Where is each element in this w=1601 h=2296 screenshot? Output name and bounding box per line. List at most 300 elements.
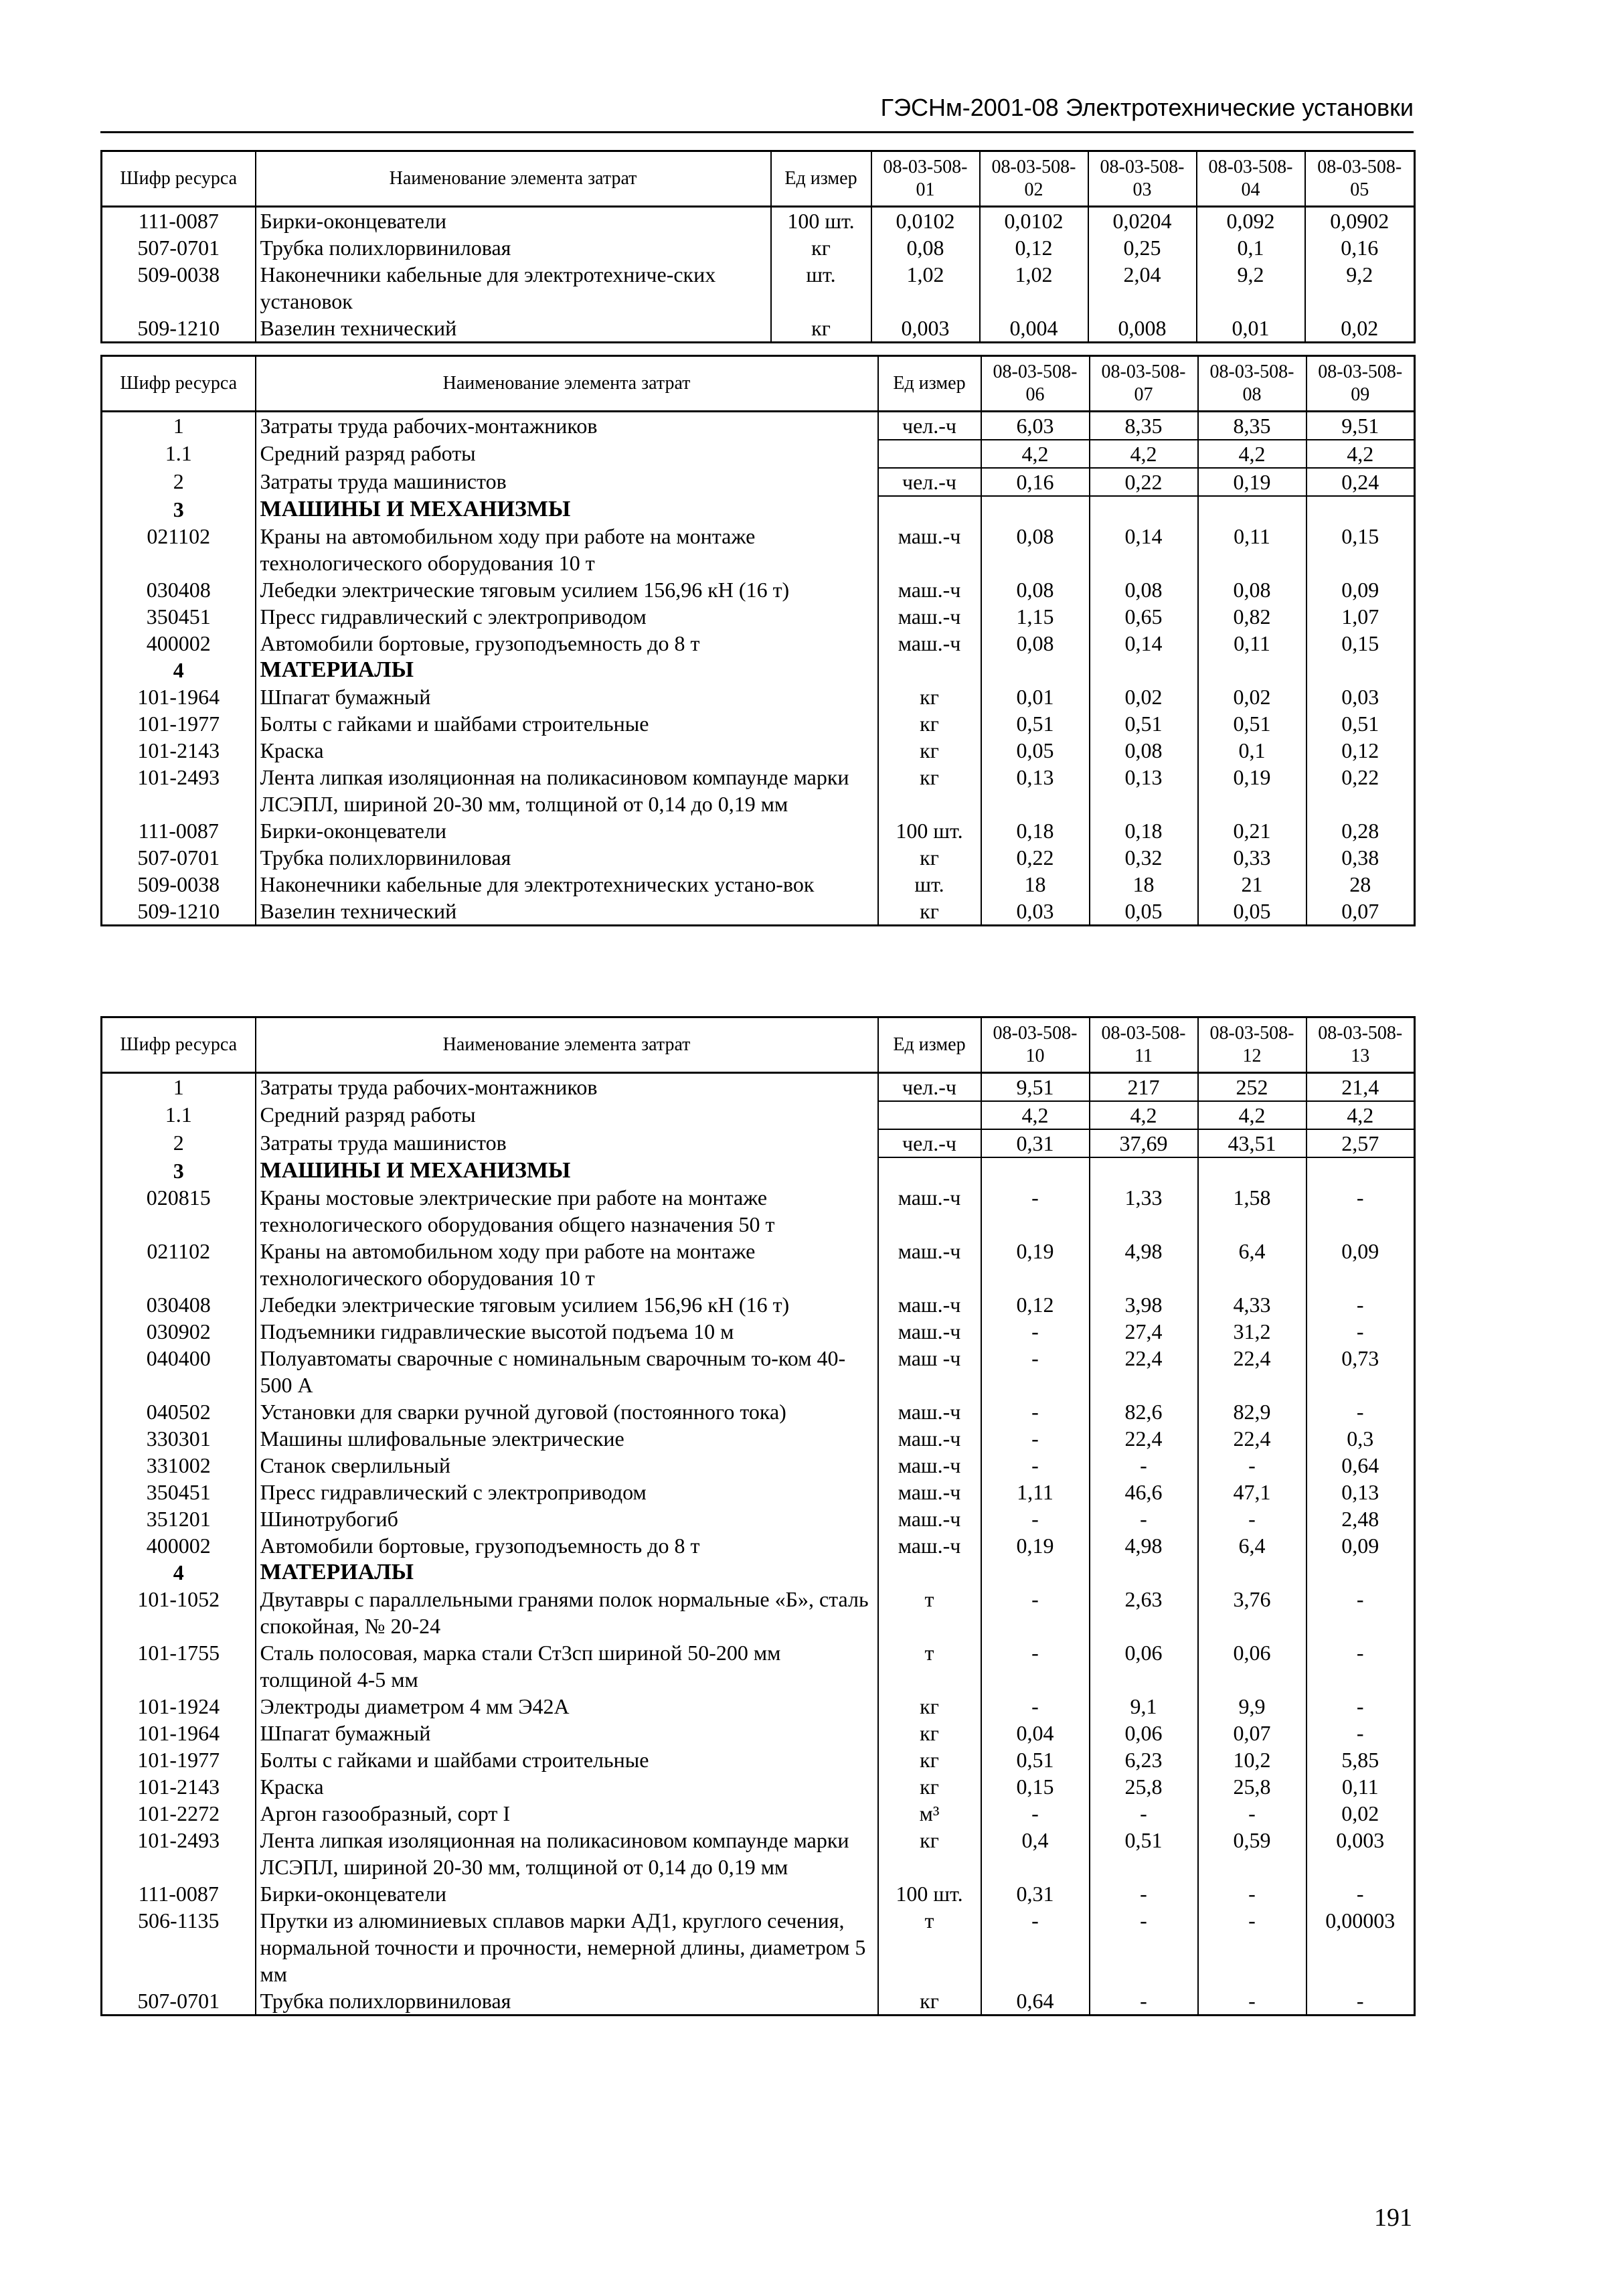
cell-value: 0,31 (981, 1880, 1090, 1907)
cell-value: 0,008 (1088, 315, 1197, 343)
table-row (102, 657, 1415, 683)
cell-resource-code: 506-1135 (102, 1907, 256, 1987)
cell-value: - (1198, 1800, 1307, 1827)
cell-resource-code: 101-2143 (102, 1773, 256, 1800)
cell-unit: чел.-ч (878, 468, 981, 496)
resource-table-2 (100, 355, 1416, 926)
cell-value: 25,8 (1198, 1773, 1307, 1800)
cell-unit: кг (878, 1987, 981, 2016)
cell-resource-code: 507-0701 (102, 234, 256, 261)
cell-value: - (1198, 1452, 1307, 1479)
cell-value: 0,51 (1307, 710, 1415, 737)
header-rule (100, 131, 1414, 133)
cell-cost-element-name: Наконечники кабельные для электротехнических устано-вок (256, 871, 878, 898)
cell-value: 0,19 (1198, 764, 1307, 817)
cell-value: 1,15 (981, 603, 1090, 630)
cell-unit: 100 шт. (878, 1880, 981, 1907)
cell-value: 0,22 (981, 844, 1090, 871)
cell-resource-code: 1 (102, 412, 256, 440)
cell-value: - (1198, 1880, 1307, 1907)
cell-resource-code: 101-1052 (102, 1586, 256, 1639)
cell-cost-element-name: Трубка полихлорвиниловая (256, 1987, 878, 2016)
cell-cost-element-name: Подъемники гидравлические высотой подъема 10 м (256, 1318, 878, 1345)
cell-value: - (981, 1452, 1090, 1479)
cell-value: 28 (1307, 871, 1415, 898)
cell-unit: маш.-ч (878, 1318, 981, 1345)
cell-value: 0,13 (1307, 1479, 1415, 1505)
cell-cost-element-name: Пресс гидравлический с электроприводом (256, 603, 878, 630)
cell-value: - (981, 1800, 1090, 1827)
column-header-norm-code: 08-03-508-02 (980, 151, 1088, 207)
cell-value: 0,1 (1197, 234, 1305, 261)
cell-resource-code: 101-1924 (102, 1693, 256, 1720)
cell-value: 0,003 (1307, 1827, 1415, 1880)
cell-cost-element-name: Шинотрубогиб (256, 1505, 878, 1532)
column-header-cost-element-name: Наименование элемента затрат (256, 151, 771, 207)
table-row (102, 1639, 1415, 1693)
cell-value: 9,51 (981, 1073, 1090, 1102)
cell-value (1090, 1157, 1198, 1184)
cell-resource-code: 040400 (102, 1345, 256, 1398)
cell-value: 0,21 (1198, 817, 1307, 844)
cell-value: 43,51 (1198, 1129, 1307, 1157)
cell-value: 18 (981, 871, 1090, 898)
cell-value: - (981, 1398, 1090, 1425)
table-row (102, 496, 1415, 523)
cell-value: 82,6 (1090, 1398, 1198, 1425)
column-header-norm-code: 08-03-508-10 (981, 1017, 1090, 1073)
table-row (102, 1907, 1415, 1987)
cell-value: - (1307, 1291, 1415, 1318)
cell-value (1090, 657, 1198, 683)
cell-resource-code: 330301 (102, 1425, 256, 1452)
cell-value: 4,2 (1198, 1101, 1307, 1129)
cell-value: 22,4 (1090, 1345, 1198, 1398)
cell-resource-code: 2 (102, 1129, 256, 1157)
cell-value: 21,4 (1307, 1073, 1415, 1102)
cell-value: 0,02 (1198, 683, 1307, 710)
cell-cost-element-name: Шпагат бумажный (256, 683, 878, 710)
cell-resource-code: 331002 (102, 1452, 256, 1479)
column-header-norm-code: 08-03-508-04 (1197, 151, 1305, 207)
cell-value: 0,14 (1090, 523, 1198, 576)
cell-value (981, 496, 1090, 523)
cell-unit: кг (878, 737, 981, 764)
table-row (102, 898, 1415, 926)
table-row (102, 683, 1415, 710)
cell-value: 0,38 (1307, 844, 1415, 871)
cell-unit (878, 496, 981, 523)
cell-cost-element-name: Бирки-оконцеватели (256, 817, 878, 844)
cell-value: 0,05 (981, 737, 1090, 764)
table-row (102, 523, 1415, 576)
table-row (102, 1291, 1415, 1318)
cell-value: 9,9 (1198, 1693, 1307, 1720)
cell-value: - (1090, 1800, 1198, 1827)
cell-value: 0,03 (1307, 683, 1415, 710)
table-row (102, 1345, 1415, 1398)
cell-value: 82,9 (1198, 1398, 1307, 1425)
cell-cost-element-name: Машины шлифовальные электрические (256, 1425, 878, 1452)
table-row (102, 234, 1415, 261)
column-header-unit: Ед измер (878, 1017, 981, 1073)
cell-value: 22,4 (1198, 1425, 1307, 1452)
cell-value (981, 657, 1090, 683)
cell-resource-code: 101-1964 (102, 1720, 256, 1746)
page-number: 191 (1374, 2204, 1412, 2232)
cell-value: 0,18 (1090, 817, 1198, 844)
table-row (102, 412, 1415, 440)
table-row (102, 1693, 1415, 1720)
cell-unit: маш.-ч (878, 1184, 981, 1238)
cell-value: - (1090, 1880, 1198, 1907)
cell-resource-code: 400002 (102, 1532, 256, 1559)
table-header-row (102, 1017, 1415, 1073)
column-header-norm-code: 08-03-508-07 (1090, 356, 1198, 412)
cell-value: 0,11 (1198, 523, 1307, 576)
cell-value: 22,4 (1090, 1425, 1198, 1452)
cell-value: 2,57 (1307, 1129, 1415, 1157)
cell-value: 0,08 (981, 630, 1090, 657)
cell-cost-element-name: Вазелин технический (256, 898, 878, 926)
cell-unit (878, 657, 981, 683)
cell-unit: маш.-ч (878, 1425, 981, 1452)
cell-value: 31,2 (1198, 1318, 1307, 1345)
cell-value: 4,2 (1307, 1101, 1415, 1129)
cell-value: 1,11 (981, 1479, 1090, 1505)
cell-value (1090, 496, 1198, 523)
cell-value: 1,58 (1198, 1184, 1307, 1238)
cell-value: 0,19 (981, 1532, 1090, 1559)
cell-value: 0,08 (1090, 576, 1198, 603)
cell-unit: чел.-ч (878, 412, 981, 440)
cell-unit: шт. (771, 261, 871, 315)
cell-cost-element-name: МАШИНЫ И МЕХАНИЗМЫ (256, 496, 878, 523)
cell-value: - (981, 1907, 1090, 1987)
cell-value: - (1307, 1693, 1415, 1720)
cell-cost-element-name: Бирки-оконцеватели (256, 1880, 878, 1907)
cell-value: 0,59 (1198, 1827, 1307, 1880)
cell-value: 9,2 (1197, 261, 1305, 315)
cell-value: 0,06 (1090, 1720, 1198, 1746)
cell-value: 0,08 (871, 234, 980, 261)
cell-cost-element-name: Лебедки электрические тяговым усилием 156,96 кН (16 т) (256, 576, 878, 603)
table-row (102, 1398, 1415, 1425)
cell-resource-code: 111-0087 (102, 1880, 256, 1907)
cell-value: 0,09 (1307, 576, 1415, 603)
cell-cost-element-name: Болты с гайками и шайбами строительные (256, 710, 878, 737)
cell-resource-code: 1.1 (102, 1101, 256, 1129)
cell-resource-code: 4 (102, 657, 256, 683)
table-row (102, 1238, 1415, 1291)
cell-unit: кг (771, 315, 871, 343)
cell-value: 0,64 (981, 1987, 1090, 2016)
cell-resource-code: 040502 (102, 1398, 256, 1425)
column-header-norm-code: 08-03-508-05 (1305, 151, 1415, 207)
cell-value: 9,51 (1307, 412, 1415, 440)
cell-value: 0,15 (981, 1773, 1090, 1800)
table-row (102, 1586, 1415, 1639)
cell-value: 0,51 (1198, 710, 1307, 737)
cell-value: 2,04 (1088, 261, 1197, 315)
table-row (102, 1129, 1415, 1157)
table-row (102, 207, 1415, 235)
cell-value: 9,2 (1305, 261, 1415, 315)
cell-value: 6,03 (981, 412, 1090, 440)
cell-value: 22,4 (1198, 1345, 1307, 1398)
cell-value: - (1307, 1318, 1415, 1345)
table-row (102, 1746, 1415, 1773)
table-row (102, 1157, 1415, 1184)
cell-value: 0,4 (981, 1827, 1090, 1880)
table-row (102, 737, 1415, 764)
cell-value: - (1307, 1720, 1415, 1746)
cell-cost-element-name: Лебедки электрические тяговым усилием 156,96 кН (16 т) (256, 1291, 878, 1318)
cell-value: 46,6 (1090, 1479, 1198, 1505)
cell-value: 37,69 (1090, 1129, 1198, 1157)
cell-value: 0,04 (981, 1720, 1090, 1746)
cell-value: - (1307, 1987, 1415, 2016)
cell-unit: маш.-ч (878, 1238, 981, 1291)
cell-value: 0,51 (1090, 1827, 1198, 1880)
cell-value: 0,0204 (1088, 207, 1197, 235)
table-row (102, 871, 1415, 898)
table-row (102, 710, 1415, 737)
table-row (102, 1318, 1415, 1345)
cell-value: 0,22 (1090, 468, 1198, 496)
cell-value: 0,08 (1198, 576, 1307, 603)
table-row (102, 764, 1415, 817)
cell-value: - (1198, 1505, 1307, 1532)
table-row (102, 1987, 1415, 2016)
cell-unit: 100 шт. (878, 817, 981, 844)
cell-value: 0,0102 (871, 207, 980, 235)
cell-resource-code: 509-0038 (102, 871, 256, 898)
cell-unit: маш -ч (878, 1345, 981, 1398)
cell-value: 0,28 (1307, 817, 1415, 844)
cell-cost-element-name: Краны на автомобильном ходу при работе на монтаже технологического оборудования 10 т (256, 523, 878, 576)
cell-value: - (1307, 1880, 1415, 1907)
cell-unit (878, 1101, 981, 1129)
cell-value: 4,2 (981, 440, 1090, 468)
cell-resource-code: 2 (102, 468, 256, 496)
cell-unit: кг (771, 234, 871, 261)
cell-cost-element-name: МАШИНЫ И МЕХАНИЗМЫ (256, 1157, 878, 1184)
cell-cost-element-name: Лента липкая изоляционная на поликасиновом компаунде марки ЛСЭПЛ, шириной 20-30 мм, толщиной от 0,14 до 0,19 мм (256, 1827, 878, 1880)
cell-value: 0,07 (1198, 1720, 1307, 1746)
table-row (102, 576, 1415, 603)
cell-cost-element-name: Затраты труда рабочих-монтажников (256, 412, 878, 440)
cell-value: 1,33 (1090, 1184, 1198, 1238)
cell-value: 0,03 (981, 898, 1090, 926)
cell-value: 0,0902 (1305, 207, 1415, 235)
cell-value (1307, 1157, 1415, 1184)
cell-unit: кг (878, 764, 981, 817)
cell-resource-code: 021102 (102, 1238, 256, 1291)
cell-resource-code: 507-0701 (102, 1987, 256, 2016)
cell-unit: кг (878, 898, 981, 926)
cell-value: 0,05 (1090, 898, 1198, 926)
cell-value: 0,33 (1198, 844, 1307, 871)
cell-unit (878, 1559, 981, 1586)
cell-cost-element-name: Лента липкая изоляционная на поликасиновом компаунде марки ЛСЭПЛ, шириной 20-30 мм, толщиной от 0,14 до 0,19 мм (256, 764, 878, 817)
cell-resource-code: 509-0038 (102, 261, 256, 315)
cell-cost-element-name: Вазелин технический (256, 315, 771, 343)
table-row (102, 1425, 1415, 1452)
table-header-row (102, 356, 1415, 412)
cell-value: 4,98 (1090, 1532, 1198, 1559)
cell-value: 0,19 (981, 1238, 1090, 1291)
cell-value: 0,004 (980, 315, 1088, 343)
cell-resource-code: 101-1964 (102, 683, 256, 710)
cell-unit: маш.-ч (878, 1505, 981, 1532)
cell-value: 0,08 (981, 576, 1090, 603)
cell-unit: маш.-ч (878, 1479, 981, 1505)
cell-value: 252 (1198, 1073, 1307, 1102)
cell-unit: маш.-ч (878, 576, 981, 603)
cell-value: 2,63 (1090, 1586, 1198, 1639)
cell-value: 0,08 (1090, 737, 1198, 764)
cell-value: 0,02 (1305, 315, 1415, 343)
table-row (102, 1880, 1415, 1907)
cell-unit: м³ (878, 1800, 981, 1827)
cell-cost-element-name: Затраты труда рабочих-монтажников (256, 1073, 878, 1102)
cell-value: 8,35 (1090, 412, 1198, 440)
cell-resource-code: 4 (102, 1559, 256, 1586)
cell-value: - (1198, 1987, 1307, 2016)
cell-value: 0,11 (1307, 1773, 1415, 1800)
resource-table-3 (100, 1016, 1416, 2016)
table-row (102, 1184, 1415, 1238)
table-row (102, 261, 1415, 315)
cell-cost-element-name: Краны мостовые электрические при работе на монтаже технологического оборудования общего назначения 50 т (256, 1184, 878, 1238)
cell-value: 0,01 (981, 683, 1090, 710)
cell-unit: кг (878, 844, 981, 871)
cell-cost-element-name: Станок сверлильный (256, 1452, 878, 1479)
cell-cost-element-name: Шпагат бумажный (256, 1720, 878, 1746)
cell-value: 4,2 (1090, 1101, 1198, 1129)
cell-unit: шт. (878, 871, 981, 898)
column-header-resource-code: Шифр ресурса (102, 1017, 256, 1073)
cell-value: - (981, 1425, 1090, 1452)
cell-value: 4,33 (1198, 1291, 1307, 1318)
cell-value: 0,13 (1090, 764, 1198, 817)
cell-unit (878, 1157, 981, 1184)
cell-cost-element-name: Бирки-оконцеватели (256, 207, 771, 235)
cell-value: 0,51 (981, 1746, 1090, 1773)
cell-value: 1,07 (1307, 603, 1415, 630)
table-row (102, 1101, 1415, 1129)
cell-value: 8,35 (1198, 412, 1307, 440)
cell-cost-element-name: Трубка полихлорвиниловая (256, 844, 878, 871)
cell-value: 1,02 (871, 261, 980, 315)
cell-cost-element-name: Трубка полихлорвиниловая (256, 234, 771, 261)
cell-unit (878, 440, 981, 468)
cell-value: 0,09 (1307, 1532, 1415, 1559)
cell-cost-element-name: Краска (256, 737, 878, 764)
cell-value: 1,02 (980, 261, 1088, 315)
cell-value: - (981, 1184, 1090, 1238)
cell-unit: кг (878, 1693, 981, 1720)
cell-resource-code: 350451 (102, 603, 256, 630)
cell-value: 9,1 (1090, 1693, 1198, 1720)
cell-value: 0,25 (1088, 234, 1197, 261)
cell-value: 0,51 (981, 710, 1090, 737)
cell-value: 0,06 (1198, 1639, 1307, 1693)
column-header-resource-code: Шифр ресурса (102, 151, 256, 207)
table-row (102, 468, 1415, 496)
cell-unit: маш.-ч (878, 1452, 981, 1479)
cell-value: 0,1 (1198, 737, 1307, 764)
cell-value: 6,23 (1090, 1746, 1198, 1773)
cell-resource-code: 507-0701 (102, 844, 256, 871)
cell-resource-code: 509-1210 (102, 898, 256, 926)
cell-resource-code: 3 (102, 1157, 256, 1184)
cell-value: 25,8 (1090, 1773, 1198, 1800)
column-header-unit: Ед измер (878, 356, 981, 412)
table-row (102, 817, 1415, 844)
cell-value: 0,02 (1307, 1800, 1415, 1827)
cell-value: - (1090, 1987, 1198, 2016)
cell-cost-element-name: Электроды диаметром 4 мм Э42А (256, 1693, 878, 1720)
cell-value: 0,15 (1307, 523, 1415, 576)
cell-unit: т (878, 1586, 981, 1639)
cell-value (1307, 657, 1415, 683)
column-header-resource-code: Шифр ресурса (102, 356, 256, 412)
cell-value: - (981, 1586, 1090, 1639)
cell-unit: кг (878, 1827, 981, 1880)
cell-value: 0,51 (1090, 710, 1198, 737)
cell-value: - (1307, 1586, 1415, 1639)
cell-value: 0,32 (1090, 844, 1198, 871)
cell-value: 0,12 (981, 1291, 1090, 1318)
table-row (102, 1827, 1415, 1880)
cell-unit: маш.-ч (878, 603, 981, 630)
cell-value: 0,31 (981, 1129, 1090, 1157)
cell-value: 0,003 (871, 315, 980, 343)
cell-resource-code: 101-1755 (102, 1639, 256, 1693)
cell-resource-code: 101-2143 (102, 737, 256, 764)
cell-value: 10,2 (1198, 1746, 1307, 1773)
table-row (102, 1505, 1415, 1532)
cell-unit: т (878, 1639, 981, 1693)
cell-cost-element-name: Прутки из алюминиевых сплавов марки АД1, круглого сечения, нормальной точности и прочности, немерной длины, диаметром 5 мм (256, 1907, 878, 1987)
cell-value: 0,08 (981, 523, 1090, 576)
cell-cost-element-name: Автомобили бортовые, грузоподъемность до 8 т (256, 1532, 878, 1559)
cell-value: 6,4 (1198, 1532, 1307, 1559)
cell-value: 0,16 (981, 468, 1090, 496)
cell-value: 47,1 (1198, 1479, 1307, 1505)
cell-unit: маш.-ч (878, 1398, 981, 1425)
cell-cost-element-name: Установки для сварки ручной дуговой (постоянного тока) (256, 1398, 878, 1425)
cell-value: 0,82 (1198, 603, 1307, 630)
cell-value: - (981, 1505, 1090, 1532)
cell-value: - (981, 1639, 1090, 1693)
cell-value: 0,0102 (980, 207, 1088, 235)
cell-cost-element-name: Средний разряд работы (256, 1101, 878, 1129)
table-row (102, 315, 1415, 343)
cell-value (1307, 496, 1415, 523)
cell-cost-element-name: Наконечники кабельные для электротехниче-ских установок (256, 261, 771, 315)
cell-value (1198, 657, 1307, 683)
page-header: ГЭСНм-2001-08 Электротехнические установки (880, 94, 1414, 121)
table-row (102, 440, 1415, 468)
cell-value: 0,24 (1307, 468, 1415, 496)
cell-unit: кг (878, 683, 981, 710)
cell-value: 18 (1090, 871, 1198, 898)
cell-resource-code: 101-2272 (102, 1800, 256, 1827)
cell-unit: маш.-ч (878, 630, 981, 657)
